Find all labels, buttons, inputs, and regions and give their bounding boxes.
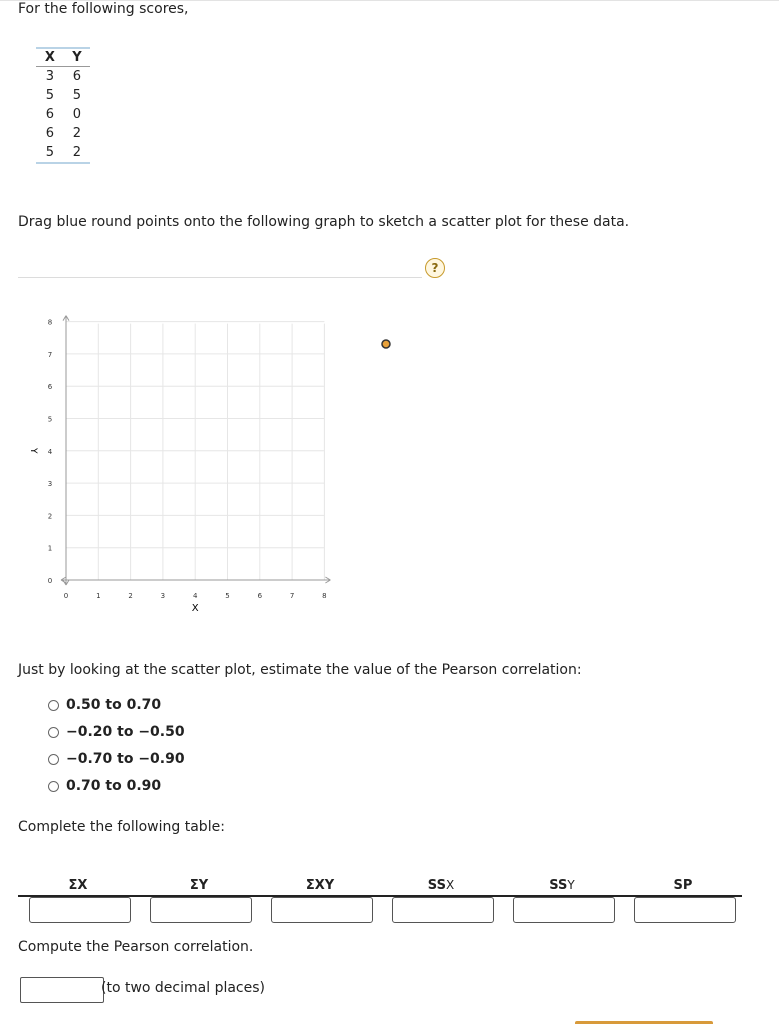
header-sp: [634, 878, 732, 893]
header-ss-x: [392, 878, 490, 893]
ss-x-input[interactable]: [392, 897, 494, 923]
x-tick-label: 3: [160, 592, 166, 600]
x-tick-label: 7: [289, 592, 295, 600]
y-tick-label: 1: [47, 544, 53, 553]
table-row: [36, 105, 90, 124]
cell-x: 3: [45, 69, 55, 84]
option-1[interactable]: [48, 697, 161, 713]
header-main: ΣXY: [305, 878, 335, 893]
x-tick-label: 4: [192, 592, 198, 600]
decimal-note: (to two decimal places): [101, 980, 265, 996]
table-row: [36, 124, 90, 143]
header-main: SS: [427, 878, 446, 893]
cell-y: 5: [72, 88, 82, 103]
y-tick-label: 8: [47, 318, 53, 327]
y-tick-label: 5: [47, 415, 53, 424]
option-2[interactable]: [48, 724, 185, 740]
option-label: 0.70 to 0.90: [66, 778, 162, 794]
cell-y: 2: [72, 126, 82, 141]
draggable-point[interactable]: [382, 340, 390, 348]
header-main: ΣX: [68, 878, 88, 893]
cell-x: 6: [45, 126, 55, 141]
y-tick-label: 2: [47, 512, 53, 521]
option-label: −0.70 to −0.90: [66, 751, 185, 767]
scores-table: [36, 47, 90, 164]
option-label: 0.50 to 0.70: [66, 697, 162, 713]
header-main: SS: [549, 878, 568, 893]
x-tick-label: 0: [63, 592, 69, 600]
x-tick-label: 2: [128, 592, 133, 600]
cell-y: 2: [72, 145, 82, 160]
drag-instruction: Drag blue round points onto the following graph to sketch a scatter plot for these data.: [18, 214, 630, 230]
radio-icon[interactable]: [48, 781, 59, 792]
cell-y: 0: [72, 107, 82, 122]
option-3[interactable]: [48, 751, 185, 767]
cell-x: 6: [45, 107, 55, 122]
ss-y-input[interactable]: [513, 897, 615, 923]
y-axis-label: Y: [28, 448, 38, 454]
table-row: [36, 143, 90, 162]
radio-icon[interactable]: [48, 754, 59, 765]
header-main: SP: [673, 878, 693, 893]
section-divider: [18, 277, 422, 278]
table-row: [36, 86, 90, 105]
y-tick-label: 6: [47, 383, 53, 392]
x-tick-label: 6: [257, 592, 263, 600]
radio-icon[interactable]: [48, 700, 59, 711]
y-tick-label: 3: [47, 480, 53, 489]
y-tick-label: 0: [47, 577, 53, 585]
sum-xy-input[interactable]: [271, 897, 373, 923]
col-header-x: X: [36, 49, 64, 67]
x-tick-label: 1: [96, 592, 101, 600]
radio-icon[interactable]: [48, 727, 59, 738]
col-header-y: Y: [64, 49, 90, 67]
pearson-input[interactable]: [20, 977, 104, 1003]
header-sub: Y: [567, 878, 575, 892]
cell-y: 6: [72, 69, 82, 84]
intro-text: For the following scores,: [18, 1, 189, 17]
x-tick-label: 5: [225, 592, 230, 600]
sum-y-input[interactable]: [150, 897, 252, 923]
header-sum-x: [29, 878, 127, 893]
correlation-question: Just by looking at the scatter plot, estimate the value of the Pearson correlation:: [18, 662, 582, 678]
table-row: [36, 67, 90, 87]
sp-input[interactable]: [634, 897, 736, 923]
table-question: Complete the following table:: [18, 819, 225, 835]
x-axis-label: X: [191, 603, 199, 614]
header-sum-xy: [271, 878, 369, 893]
cell-x: 5: [45, 145, 55, 160]
y-tick-label: 4: [47, 447, 53, 456]
help-icon[interactable]: ?: [425, 258, 445, 278]
header-sum-y: [150, 878, 248, 893]
sum-x-input[interactable]: [29, 897, 131, 923]
option-4[interactable]: [48, 778, 161, 794]
option-label: −0.20 to −0.50: [66, 724, 185, 740]
scatter-plot[interactable]: [0, 310, 779, 630]
header-sub: X: [445, 878, 455, 892]
cell-x: 5: [45, 88, 55, 103]
header-main: ΣY: [189, 878, 209, 893]
x-tick-label: 8: [322, 592, 327, 600]
header-ss-y: [513, 878, 611, 893]
y-tick-label: 7: [47, 350, 53, 359]
compute-question: Compute the Pearson correlation.: [18, 939, 254, 955]
